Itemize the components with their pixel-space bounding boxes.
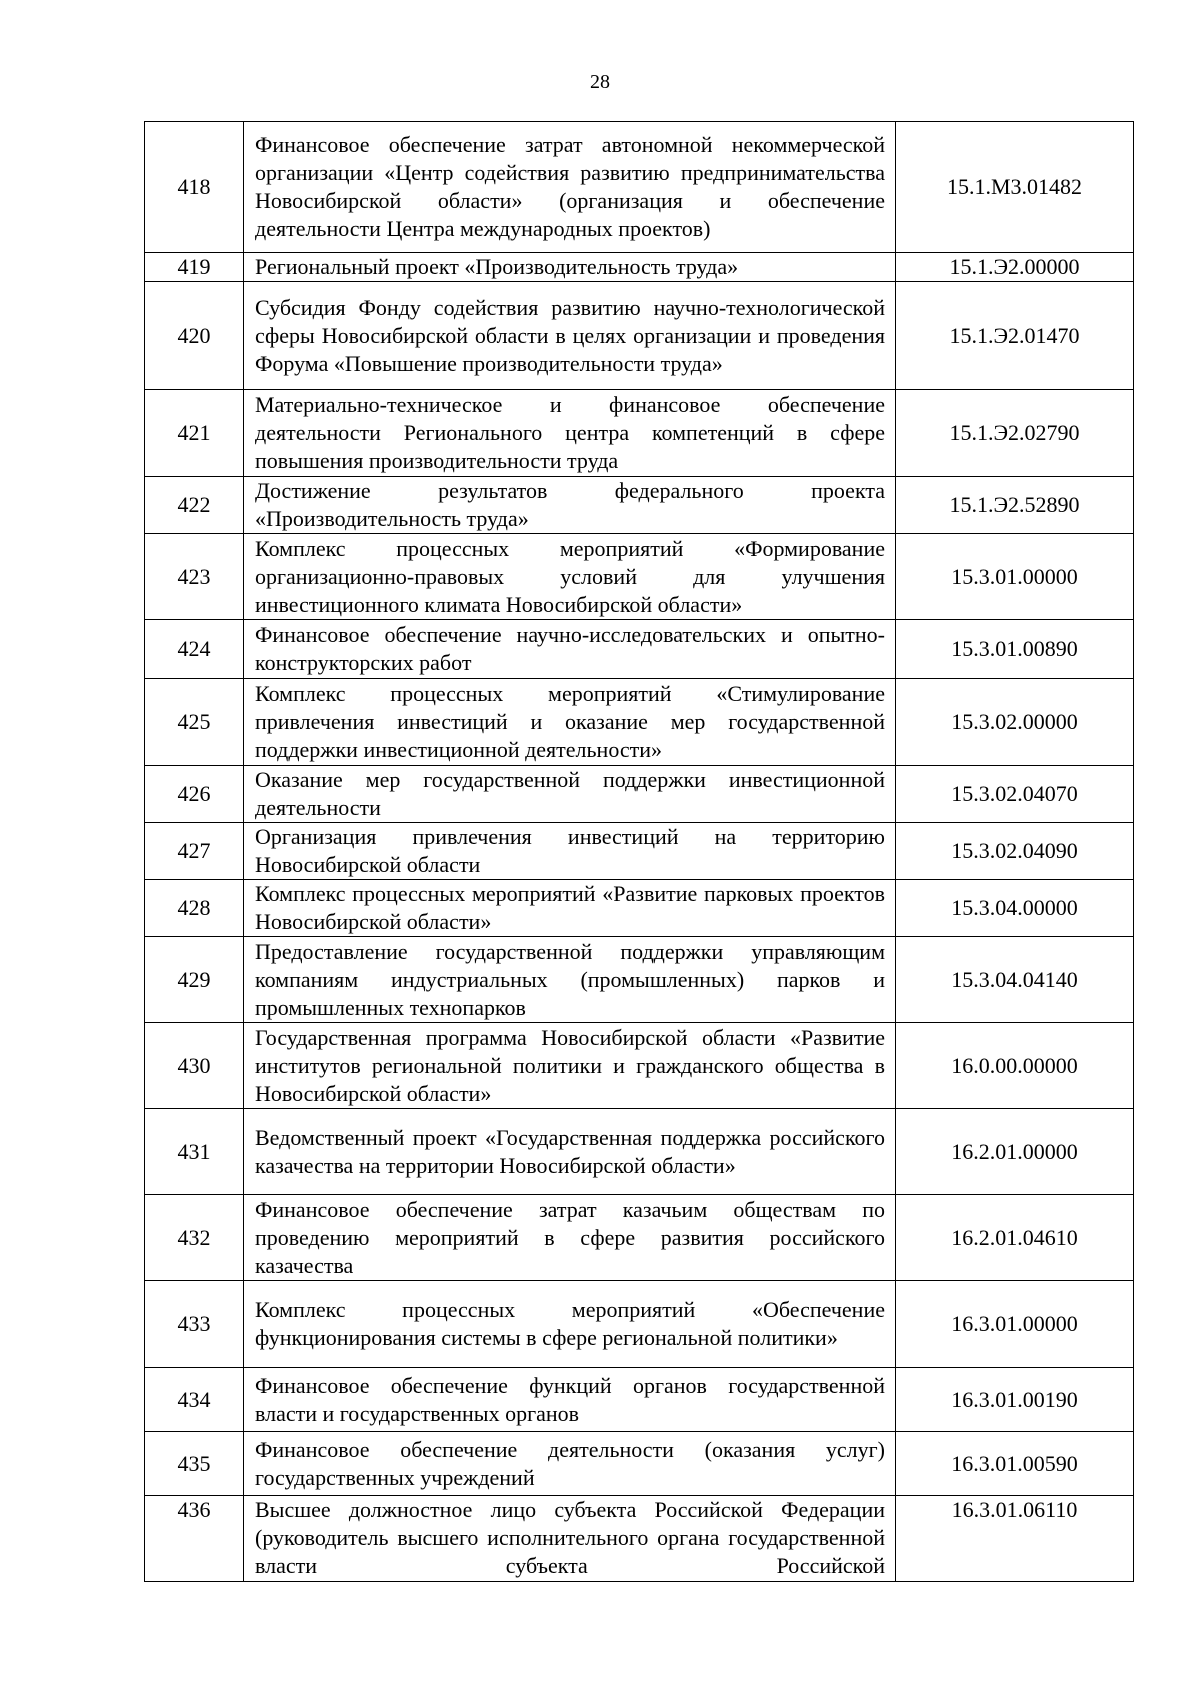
row-name: Высшее должностное лицо субъекта Российской Федерации (руководитель высшего исполнительного органа государственной власти субъекта Российской [244,1496,896,1582]
table-row [145,1432,1134,1496]
row-number: 422 [145,477,244,534]
row-name: Комплекс процессных мероприятий «Обеспечение функционирования системы в сфере региональной политики» [244,1281,896,1368]
row-code: 15.3.01.00890 [896,620,1134,679]
row-number: 418 [145,122,244,253]
row-name: Субсидия Фонду содействия развитию научно-технологической сферы Новосибирской области в целях организации и проведения Форума «Повышение производительности труда» [244,282,896,390]
row-number: 423 [145,534,244,620]
table-row [145,1195,1134,1281]
row-number: 429 [145,937,244,1023]
row-number: 435 [145,1432,244,1496]
row-number: 433 [145,1281,244,1368]
table-row [145,880,1134,937]
row-code: 15.1.Э2.00000 [896,253,1134,282]
classification-table [144,121,1134,1582]
row-number: 424 [145,620,244,679]
row-name: Оказание мер государственной поддержки инвестиционной деятельности [244,766,896,823]
row-code: 16.2.01.00000 [896,1109,1134,1195]
row-number: 420 [145,282,244,390]
table-row [145,937,1134,1023]
row-name: Финансовое обеспечение научно-исследовательских и опытно-конструкторских работ [244,620,896,679]
row-name: Достижение результатов федерального проекта «Производительность труда» [244,477,896,534]
table-row [145,679,1134,766]
row-code: 15.1.Э2.01470 [896,282,1134,390]
row-name: Региональный проект «Производительность труда» [244,253,896,282]
row-code: 16.0.00.00000 [896,1023,1134,1109]
row-name: Финансовое обеспечение деятельности (оказания услуг) государственных учреждений [244,1432,896,1496]
row-number: 426 [145,766,244,823]
table-row [145,122,1134,253]
row-code: 15.3.04.04140 [896,937,1134,1023]
row-name: Комплекс процессных мероприятий «Стимулирование привлечения инвестиций и оказание мер государственной поддержки инвестиционной деятельности» [244,679,896,766]
row-number: 431 [145,1109,244,1195]
row-code: 15.3.02.04090 [896,823,1134,880]
row-code: 15.1.М3.01482 [896,122,1134,253]
row-code: 16.3.01.06110 [896,1496,1134,1582]
row-name: Комплекс процессных мероприятий «Развитие парковых проектов Новосибирской области» [244,880,896,937]
row-name: Организация привлечения инвестиций на территорию Новосибирской области [244,823,896,880]
table-row [145,620,1134,679]
row-code: 15.3.02.00000 [896,679,1134,766]
table-row [145,1023,1134,1109]
row-name: Финансовое обеспечение затрат автономной некоммерческой организации «Центр содействия развитию предпринимательства Новосибирской области» (организация и обеспечение деятельности Центра международных проектов) [244,122,896,253]
table-row [145,766,1134,823]
row-name: Предоставление государственной поддержки управляющим компаниям индустриальных (промышленных) парков и промышленных технопарков [244,937,896,1023]
row-number: 427 [145,823,244,880]
row-number: 430 [145,1023,244,1109]
row-code: 15.3.02.04070 [896,766,1134,823]
row-name: Финансовое обеспечение затрат казачьим обществам по проведению мероприятий в сфере развития российского казачества [244,1195,896,1281]
row-code: 15.3.04.00000 [896,880,1134,937]
page-number: 28 [590,71,610,93]
table-row [145,282,1134,390]
row-code: 16.2.01.04610 [896,1195,1134,1281]
table-row [145,1281,1134,1368]
table-row [145,823,1134,880]
table-row [145,1109,1134,1195]
row-number: 419 [145,253,244,282]
row-name: Государственная программа Новосибирской области «Развитие институтов региональной политики и гражданского общества в Новосибирской области» [244,1023,896,1109]
table-row [145,253,1134,282]
row-code: 16.3.01.00000 [896,1281,1134,1368]
row-number: 428 [145,880,244,937]
row-code: 16.3.01.00190 [896,1368,1134,1432]
table-row [145,534,1134,620]
row-code: 15.1.Э2.02790 [896,390,1134,477]
table-row [145,390,1134,477]
row-name: Финансовое обеспечение функций органов государственной власти и государственных органов [244,1368,896,1432]
table-row [145,1496,1134,1582]
row-name: Комплекс процессных мероприятий «Формирование организационно-правовых условий для улучшения инвестиционного климата Новосибирской области» [244,534,896,620]
row-name: Материально-техническое и финансовое обеспечение деятельности Регионального центра компетенций в сфере повышения производительности труда [244,390,896,477]
row-number: 434 [145,1368,244,1432]
row-code: 16.3.01.00590 [896,1432,1134,1496]
row-code: 15.1.Э2.52890 [896,477,1134,534]
table-row [145,477,1134,534]
row-number: 432 [145,1195,244,1281]
row-number: 436 [145,1496,244,1582]
row-name: Ведомственный проект «Государственная поддержка российского казачества на территории Новосибирской области» [244,1109,896,1195]
table-row [145,1368,1134,1432]
row-code: 15.3.01.00000 [896,534,1134,620]
row-number: 421 [145,390,244,477]
row-number: 425 [145,679,244,766]
